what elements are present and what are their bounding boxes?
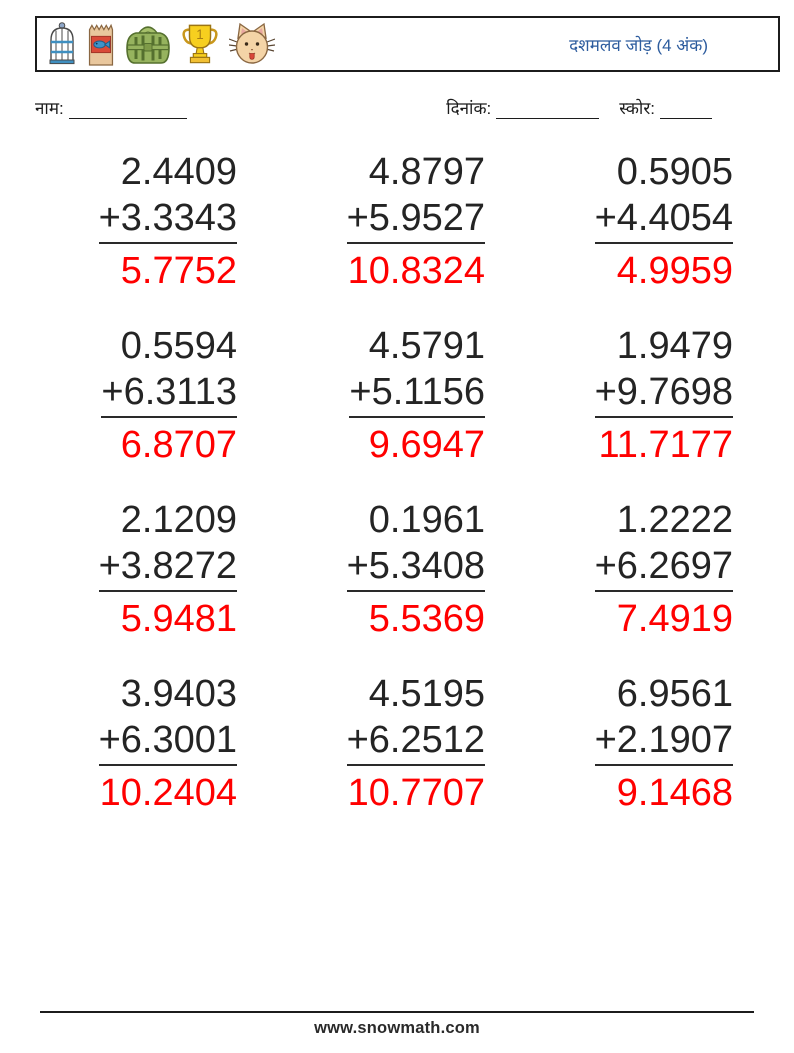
addend-2-row [99,543,237,592]
page-title: दशमलव जोड़ (4 अंक) [569,35,708,55]
addend-2-row [595,543,733,592]
addition-problem-2 [347,149,485,294]
addend-2: 3.3343 [120,197,237,239]
addend-2-row [347,717,485,766]
addend-2: 6.2512 [368,719,485,761]
score-label: स्कोर: [619,99,655,118]
problems-grid [35,149,780,816]
addend-2: 5.1156 [371,371,485,413]
bird-cage-icon [47,22,77,66]
sum-answer: 10.8324 [347,250,485,292]
sum-answer: 7.4919 [616,598,733,640]
addend-1: 4.5195 [368,673,485,715]
name-label: नाम: [35,99,64,118]
name-blank-line [69,105,187,119]
plus-operator: + [349,371,372,413]
date-field [446,96,599,119]
name-field [35,96,187,119]
addend-2: 5.9527 [368,197,485,239]
addend-2: 4.4054 [616,197,733,239]
plus-operator: + [594,197,617,239]
addend-2-row [347,195,485,244]
plus-operator: + [346,545,369,587]
addend-1: 0.5905 [616,151,733,193]
addend-2-row [595,195,733,244]
addend-2: 9.7698 [616,371,733,413]
addition-problem-9 [595,497,733,642]
plus-operator: + [98,197,121,239]
addend-1: 0.5594 [120,325,237,367]
addition-problem-1 [99,149,237,294]
plus-operator: + [346,197,369,239]
addition-problem-3 [595,149,733,294]
sum-answer: 9.6947 [368,424,485,466]
score-blank-line [660,105,712,119]
svg-text:1: 1 [196,27,204,43]
addition-problem-6 [595,323,733,468]
plus-operator: + [594,545,617,587]
addend-1: 3.9403 [120,673,237,715]
addend-2-row [595,369,733,418]
addition-problem-12 [595,671,733,816]
addend-2-row [99,195,237,244]
addition-problem-5 [349,323,485,468]
addend-2-row [347,543,485,592]
addend-1: 4.8797 [368,151,485,193]
sum-answer: 9.1468 [616,772,733,814]
fields-row [35,96,780,119]
addition-problem-4 [101,323,237,468]
header-box [35,16,780,72]
addend-2: 3.8272 [120,545,237,587]
site-url: www.snowmath.com [314,1019,480,1037]
date-label: दिनांक: [446,99,492,118]
header-icon-strip [47,22,275,66]
addend-2-row [595,717,733,766]
fields-right-group [446,96,712,119]
plus-operator: + [98,719,121,761]
sum-answer: 5.7752 [120,250,237,292]
sum-answer: 5.9481 [120,598,237,640]
sum-answer: 10.2404 [99,772,237,814]
addend-2: 6.2697 [616,545,733,587]
plus-operator: + [98,545,121,587]
sum-answer: 5.5369 [368,598,485,640]
addend-2-row [349,369,485,418]
plus-operator: + [346,719,369,761]
addend-2: 2.1907 [616,719,733,761]
addend-1: 6.9561 [616,673,733,715]
addend-2: 6.3001 [120,719,237,761]
addend-1: 2.1209 [120,499,237,541]
plus-operator: + [594,371,617,413]
addend-1: 0.1961 [368,499,485,541]
addend-2: 5.3408 [368,545,485,587]
addend-1: 1.9479 [616,325,733,367]
addend-1: 4.5791 [368,325,485,367]
plus-operator: + [594,719,617,761]
addend-2-row [101,369,237,418]
cat-face-icon [229,22,275,66]
addend-2-row [99,717,237,766]
plus-operator: + [101,371,124,413]
addition-problem-7 [99,497,237,642]
addition-problem-10 [99,671,237,816]
sum-answer: 11.7177 [598,424,733,466]
fish-food-bag-icon [86,22,116,66]
pet-carrier-icon [125,22,171,66]
sum-answer: 4.9959 [616,250,733,292]
footer [40,1011,754,1038]
addition-problem-11 [347,671,485,816]
trophy-icon [180,22,220,66]
addend-2: 6.3113 [123,371,237,413]
addend-1: 1.2222 [616,499,733,541]
score-field [619,96,712,119]
sum-answer: 10.7707 [347,772,485,814]
date-blank-line [496,105,599,119]
addition-problem-8 [347,497,485,642]
addend-1: 2.4409 [120,151,237,193]
sum-answer: 6.8707 [120,424,237,466]
